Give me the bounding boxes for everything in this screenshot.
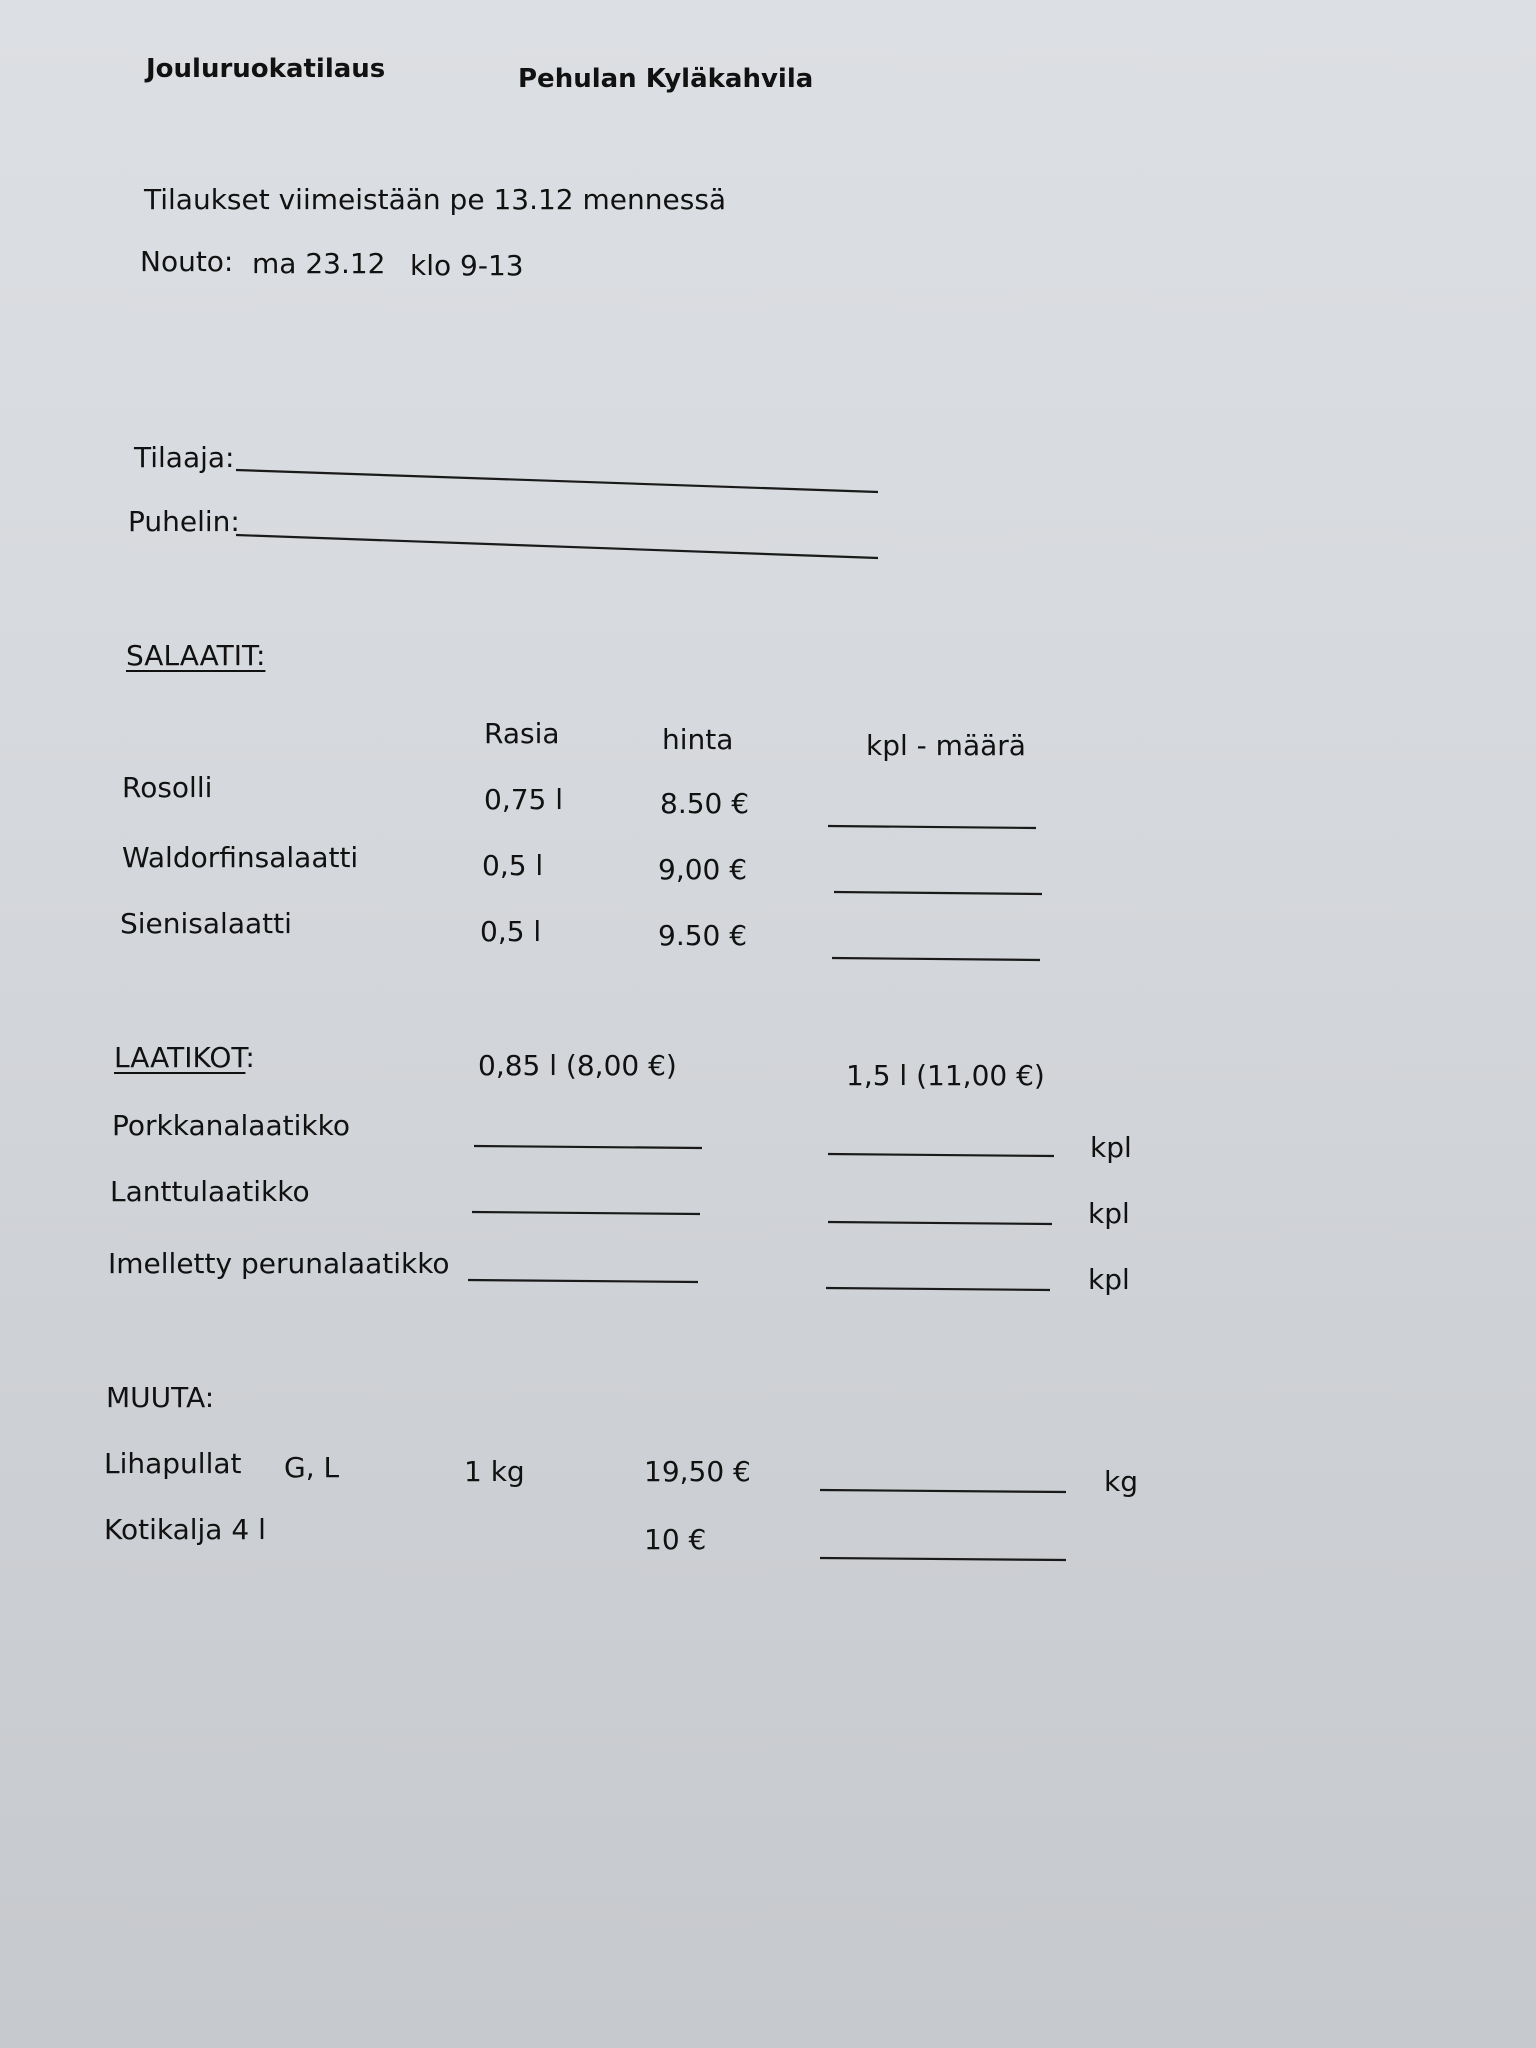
salad-size: 0,5 l [480,915,542,948]
orderer-blank[interactable] [236,470,878,492]
other-quantity-blank[interactable] [820,1558,1066,1560]
column-header-container: Rasia [484,717,560,750]
phone-label: Puhelin: [128,505,240,538]
salad-size: 0,75 l [484,783,564,816]
small-casserole-blank[interactable] [474,1146,702,1148]
other-item-name: Kotikalja 4 l [104,1513,266,1546]
order-form-title: Jouluruokatilaus [146,54,386,84]
casserole-unit: kpl [1088,1263,1130,1296]
salad-quantity-blank[interactable] [828,826,1036,828]
casserole-name: Imelletty perunalaatikko [108,1247,450,1280]
salad-quantity-blank[interactable] [834,892,1042,894]
salad-name: Rosolli [122,771,213,804]
other-item-price: 19,50 € [644,1455,751,1488]
small-casserole-blank[interactable] [472,1212,700,1214]
casserole-name: Porkkanalaatikko [112,1109,350,1142]
large-casserole-blank[interactable] [826,1288,1050,1290]
large-casserole-option: 1,5 l (11,00 €) [846,1059,1045,1092]
salad-price: 9.50 € [658,919,748,952]
salad-name: Sienisalaatti [120,907,292,940]
salad-size: 0,5 l [482,849,544,882]
order-deadline: Tilaukset viimeistään pe 13.12 mennessä [144,183,727,216]
orderer-label: Tilaaja: [134,441,235,474]
salad-price: 8.50 € [660,787,750,820]
large-casserole-blank[interactable] [828,1222,1052,1224]
venue-name: Pehulan Kyläkahvila [518,64,814,94]
large-casserole-blank[interactable] [828,1154,1054,1156]
other-quantity-blank[interactable] [820,1490,1066,1492]
casserole-unit: kpl [1090,1131,1132,1164]
salad-price: 9,00 € [658,853,748,886]
salad-name: Waldorfinsalaatti [122,841,359,874]
other-item-size: 1 kg [464,1455,525,1488]
other-item-price: 10 € [644,1523,707,1556]
small-casserole-option: 0,85 l (8,00 €) [478,1049,677,1082]
salad-quantity-blank[interactable] [832,958,1040,960]
phone-blank[interactable] [236,535,878,558]
casserole-name: Lanttulaatikko [110,1175,310,1208]
column-header-price: hinta [662,723,734,756]
pickup-time: klo 9-13 [410,249,524,282]
other-heading: MUUTA: [106,1381,215,1414]
other-item-name: Lihapullat [104,1447,242,1480]
casseroles-heading-text: LAATIKOT [114,1041,246,1074]
other-item-unit: kg [1104,1465,1138,1498]
casserole-unit: kpl [1088,1197,1130,1230]
pickup-label: Nouto: [140,245,234,278]
salads-heading: SALAATIT: [126,639,266,672]
small-casserole-blank[interactable] [468,1280,698,1282]
casseroles-heading-colon: : [245,1041,255,1074]
other-item-tag: G, L [284,1451,340,1484]
pickup-date: ma 23.12 [252,247,386,280]
column-header-quantity: kpl - määrä [866,729,1026,762]
